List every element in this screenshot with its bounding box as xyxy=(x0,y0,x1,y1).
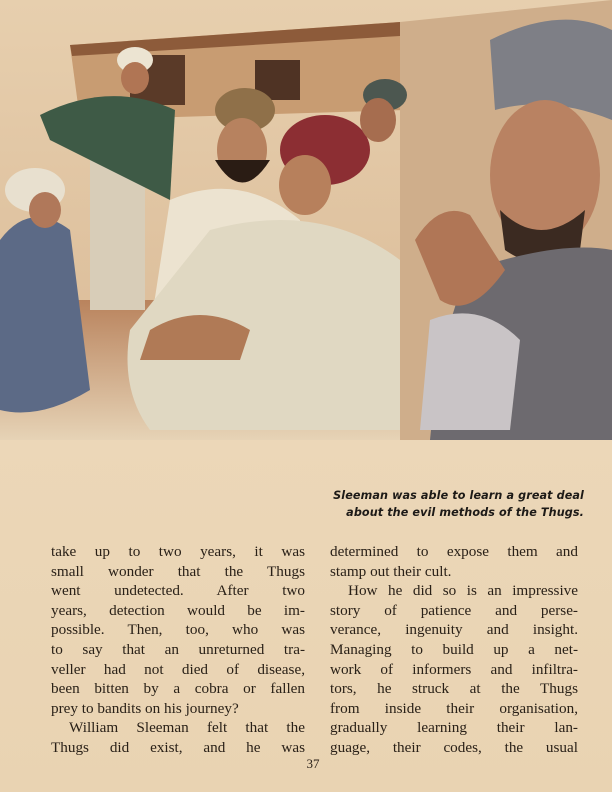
text-line: been bitten by a cobra or fallen xyxy=(51,680,305,698)
text-line: guage, their codes, the usual xyxy=(330,738,578,756)
text-line: years, detection would be im- xyxy=(51,601,305,619)
text-line: went undetected. After two xyxy=(51,582,305,600)
text-line: story of patience and perse- xyxy=(330,601,578,619)
text-line: How he did so is an impressive xyxy=(348,582,578,600)
text-line: to say that an unreturned tra- xyxy=(51,640,305,658)
text-line: Managing to build up a net- xyxy=(330,640,578,658)
text-line: stamp out their cult. xyxy=(330,562,452,580)
left-text-column xyxy=(51,542,305,758)
text-line: veller had not died of disease, xyxy=(51,660,305,678)
text-line: take up to two years, it was xyxy=(51,543,305,560)
text-line: Thugs did exist, and he was xyxy=(51,738,305,756)
illustration-caption xyxy=(270,487,584,521)
page-number: 37 xyxy=(306,756,320,771)
text-line: prey to bandits on his journey? xyxy=(51,699,239,717)
text-line: determined to expose them and xyxy=(330,543,578,560)
caption-line-2: about the evil methods of the Thugs. xyxy=(346,506,584,519)
text-line: possible. Then, too, who was xyxy=(51,621,305,639)
caption-line-1: Sleeman was able to learn a great deal xyxy=(333,489,584,502)
text-line: gradually learning their lan- xyxy=(330,719,578,737)
text-line: small wonder that the Thugs xyxy=(51,562,305,580)
text-line: William Sleeman felt that the xyxy=(69,719,305,737)
right-text-column xyxy=(330,542,578,758)
text-line: tors, he struck at the Thugs xyxy=(330,680,578,698)
text-line: work of informers and infiltra- xyxy=(330,660,578,678)
text-line: from inside their organisation, xyxy=(330,699,578,717)
text-line: verance, ingenuity and insight. xyxy=(330,621,578,639)
